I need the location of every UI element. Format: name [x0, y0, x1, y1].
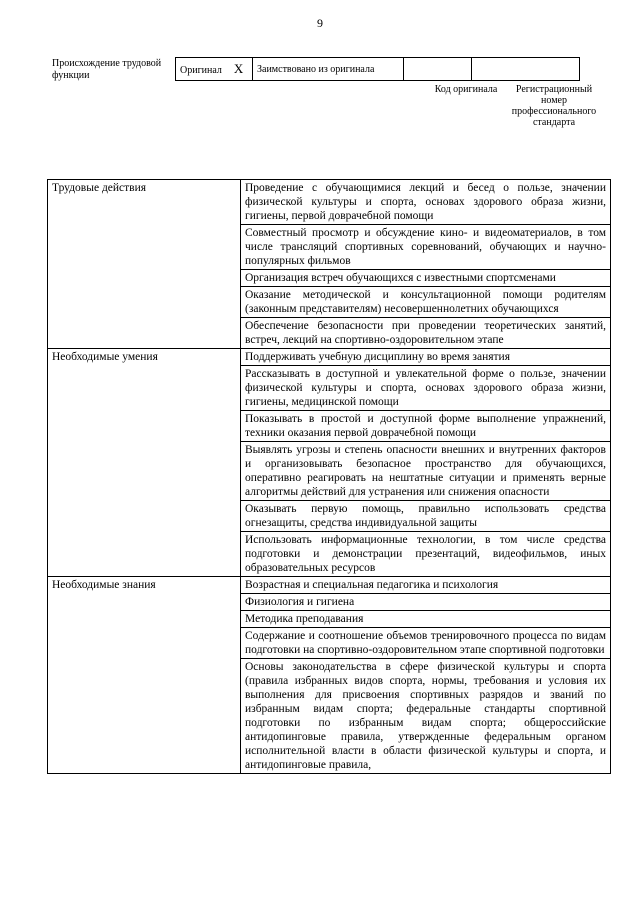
table-cell-item: Методика преподавания	[241, 611, 611, 628]
table-cell-item: Оказание методической и консультационной помощи родителям (законным представителям) несовершеннолетних обучающихся	[241, 287, 611, 318]
origin-borrowed-label: Заимствовано из оригинала	[257, 63, 375, 75]
table-cell-item: Физиология и гигиена	[241, 594, 611, 611]
table-cell-item: Оказывать первую помощь, правильно использовать средства огнезащиты, средства индивидуальной защиты	[241, 501, 611, 532]
origin-original-label: Оригинал	[180, 65, 222, 76]
table-row	[48, 577, 611, 594]
table-cell-item: Использовать информационные технологии, в том числе средства подготовки и демонстрации презентаций, видеофильмов, иных образовательных ресурсов	[241, 532, 611, 577]
origin-label: Происхождение трудовой функции	[52, 58, 162, 81]
origin-original-mark: X	[233, 61, 244, 76]
table-cell-item: Поддерживать учебную дисциплину во время занятия	[241, 349, 611, 366]
origin-reg-caption: Регистрационный номер профессионального стандарта	[511, 84, 597, 128]
origin-reg-cell	[472, 58, 580, 81]
table-row	[48, 349, 611, 366]
table-cell-item: Основы законодательства в сфере физической культуры и спорта (правила избранных видов спорта, нормы, требования и условия их выполнения для присвоения спортивных разрядов и званий по избранным видам спорта; федеральные стандарты спортивной подготовки по избранным видам спорта; общероссийские антидопинговые правила, утвержденные федеральным органом исполнительной власти в области физической культуры и спорта, и антидопинговые правила,	[241, 659, 611, 774]
labor-function-table	[47, 179, 611, 774]
category-required-skills: Необходимые умения	[48, 349, 241, 577]
table-row	[48, 180, 611, 225]
table-cell-item: Рассказывать в доступной и увлекательной форме о пользе, значении физической культуры и спорта, основах здорового образа жизни, гигиены, медицинской помощи	[241, 366, 611, 411]
table-cell-item: Показывать в простой и доступной форме выполнение упражнений, техники оказания первой доврачебной помощи	[241, 411, 611, 442]
table-cell-item: Содержание и соотношение объемов тренировочного процесса по видам подготовки на спортивно-оздоровительном этапе спортивной подготовки	[241, 628, 611, 659]
table-cell-item: Проведение с обучающимися лекций и бесед о пользе, значении физической культуры и спорта, основах здорового образа жизни, гигиены, первой доврачебной помощи	[241, 180, 611, 225]
table-cell-item: Организация встреч обучающихся с известными спортсменами	[241, 270, 611, 287]
origin-code-cell	[404, 58, 472, 81]
origin-table	[175, 57, 580, 81]
table-cell-item: Возрастная и специальная педагогика и психология	[241, 577, 611, 594]
origin-code-caption: Код оригинала	[434, 84, 498, 95]
table-cell-item: Совместный просмотр и обсуждение кино- и видеоматериалов, в том числе трансляций спортивных соревнований, обучающих и научно-популярных фильмов	[241, 225, 611, 270]
category-labor-actions: Трудовые действия	[48, 180, 241, 349]
table-cell-item: Обеспечение безопасности при проведении теоретических занятий, встреч, лекций на спортивно-оздоровительном этапе	[241, 318, 611, 349]
origin-borrowed-cell	[253, 58, 404, 81]
category-required-knowledge: Необходимые знания	[48, 577, 241, 774]
origin-original-cell	[176, 58, 253, 81]
page-number: 9	[317, 16, 323, 30]
table-cell-item: Выявлять угрозы и степень опасности внешних и внутренних факторов и организовывать безопасное пространство для обучающихся, оперативно реагировать на нештатные ситуации и применять верные алгоритмы действий для устранения или снижения опасности	[241, 442, 611, 501]
